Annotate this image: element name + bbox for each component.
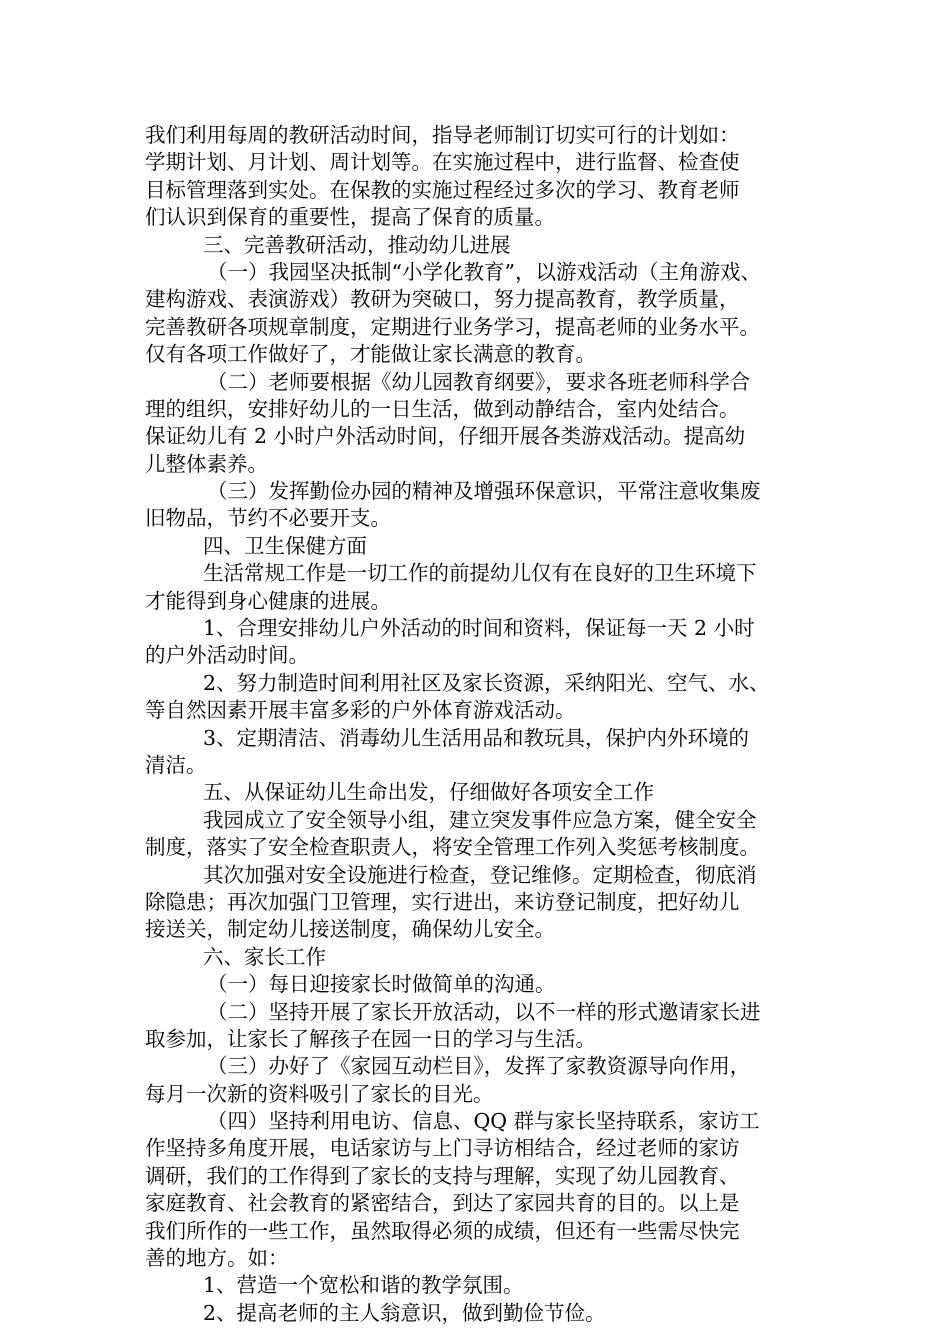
text-line: 其次加强对安全设施进行检查，登记维修。定期检查，彻底消 (203, 862, 757, 887)
text-line: 五、从保证幼儿生命出发，仔细做好各项安全工作 (203, 780, 654, 805)
text-line: （一）每日迎接家长时做简单的沟通。 (207, 972, 556, 997)
text-line: 学期计划、月计划、周计划等。在实施过程中，进行监督、检查使 (145, 150, 740, 175)
text-line: 六、家长工作 (203, 944, 326, 969)
text-line: 旧物品，节约不必要开支。 (145, 506, 391, 531)
text-line: 3、定期清洁、消毒幼儿生活用品和教玩具，保护内外环境的 (203, 725, 750, 750)
text-line: 目标管理落到实处。在保教的实施过程经过多次的学习、教育老师 (145, 177, 740, 202)
text-line: 每月一次新的资料吸引了家长的目光。 (145, 1081, 494, 1106)
text-line: （三）发挥勤俭办园的精神及增强环保意识，平常注意收集废 (207, 479, 761, 504)
text-line: 等自然因素开展丰富多彩的户外体育游戏活动。 (145, 698, 576, 723)
text-line: （二）老师要根据《幼儿园教育纲要》，要求各班老师科学合 (207, 369, 751, 394)
text-line: 儿整体素养。 (145, 451, 268, 476)
text-line: 我们利用每周的教研活动时间，指导老师制订切实可行的计划如： (145, 123, 740, 147)
text-line: 2、努力制造时间利用社区及家长资源，采纳阳光、空气、水、 (203, 670, 770, 695)
text-line: 善的地方。如： (145, 1246, 289, 1271)
text-line: 我园成立了安全领导小组，建立突发事件应急方案，健全安全 (203, 807, 757, 832)
text-line: 取参加，让家长了解孩子在园一日的学习与生活。 (145, 1026, 596, 1051)
text-line: 才能得到身心健康的进展。 (145, 588, 391, 613)
text-line: 接送关，制定幼儿接送制度，确保幼儿安全。 (145, 917, 555, 942)
text-line: 制度，落实了安全检查职责人，将安全管理工作列入奖惩考核制度。 (145, 835, 760, 860)
text-line: 三、完善教研活动，推动幼儿进展 (203, 232, 511, 257)
text-line: 理的组织，安排好幼儿的一日生活，做到动静结合，室内处结合。 (145, 396, 740, 421)
text-line: 四、卫生保健方面 (203, 533, 367, 558)
text-line: 生活常规工作是一切工作的前提幼儿仅有在良好的卫生环境下 (203, 561, 757, 586)
text-line: （三）办好了《家园互动栏目》，发挥了家教资源导向作用， (207, 1054, 751, 1079)
text-line: 调研，我们的工作得到了家长的支持与理解，实现了幼儿园教育、 (145, 1163, 740, 1188)
text-line: 们认识到保育的重要性，提高了保育的质量。 (145, 205, 555, 230)
text-line: 作坚持多角度开展，电话家访与上门寻访相结合，经过老师的家访 (145, 1136, 740, 1161)
text-line: 1、合理安排幼儿户外活动的时间和资料，保证每一天 2 小时 (203, 616, 755, 641)
text-line: 1、营造一个宽松和谐的教学氛围。 (203, 1273, 524, 1298)
text-line: 完善教研各项规章制度，定期进行业务学习，提高老师的业务水平。 (145, 314, 760, 339)
text-line: 2、提高老师的主人翁意识，做到勤俭节俭。 (203, 1300, 606, 1325)
text-line: 家庭教育、社会教育的紧密结合，到达了家园共育的目的。以上是 (145, 1191, 740, 1216)
text-line: 建构游戏、表演游戏）教研为突破口，努力提高教育，教学质量， (145, 287, 740, 312)
text-line: 保证幼儿有 2 小时户外活动时间，仔细开展各类游戏活动。提高幼 (145, 424, 746, 449)
document-body (145, 122, 835, 1327)
text-line: 的户外活动时间。 (145, 643, 309, 668)
text-line: 仅有各项工作做好了，才能做让家长满意的教育。 (145, 342, 596, 367)
text-line: 我们所作的一些工作，虽然取得必须的成绩，但还有一些需尽快完 (145, 1218, 740, 1243)
text-line: 清洁。 (145, 752, 207, 777)
text-line: （四）坚持利用电访、信息、QQ 群与家长坚持联系，家访工 (207, 1109, 760, 1134)
text-line: （二）坚持开展了家长开放活动，以不一样的形式邀请家长进 (207, 999, 761, 1024)
text-line: 除隐患；再次加强门卫管理，实行进出，来访登记制度，把好幼儿 (145, 889, 740, 914)
text-line: （一）我园坚决抵制“小学化教育”，以游戏活动（主角游戏、 (207, 259, 761, 284)
